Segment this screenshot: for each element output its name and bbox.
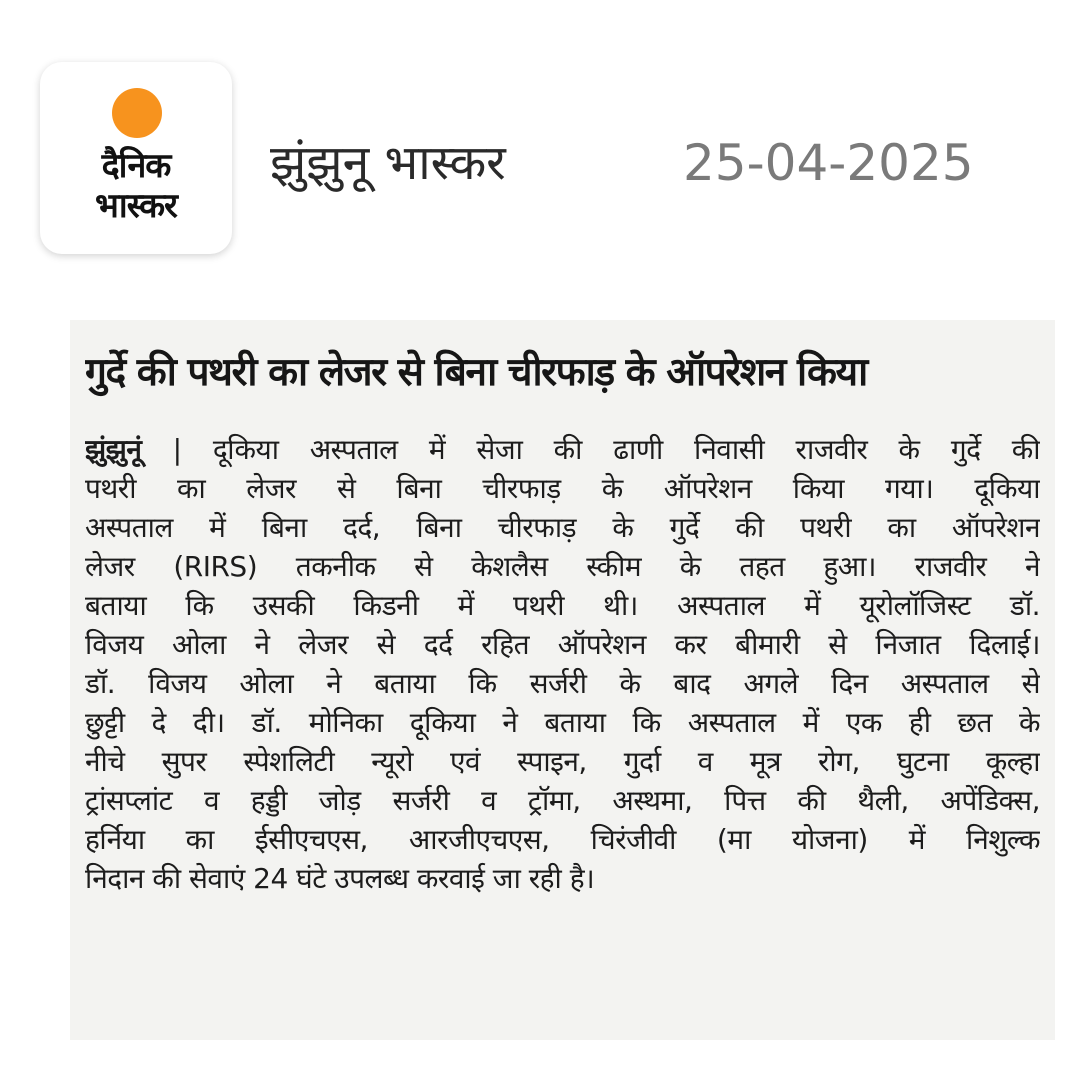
article-line: झुंझुनूं | दूकिया अस्पताल में सेजा की ढाणी निवासी राजवीर के गुर्दे की bbox=[85, 433, 1040, 466]
article-line-text: दूकिया अस्पताल में सेजा की ढाणी निवासी राजवीर के गुर्दे की bbox=[212, 433, 1040, 466]
article-headline: गुर्दे की पथरी का लेजर से बिना चीरफाड़ के ऑपरेशन किया bbox=[85, 350, 867, 395]
article-line: बताया कि उसकी किडनी में पथरी थी। अस्पताल में यूरोलॉजिस्ट डॉ. bbox=[85, 589, 1040, 622]
article-line: लेजर (RIRS) तकनीक से केशलैस स्कीम के तहत हुआ। राजवीर ने bbox=[85, 550, 1040, 583]
newspaper-clipping bbox=[70, 320, 1055, 1040]
article-line: ट्रांसप्लांट व हड्डी जोड़ सर्जरी व ट्रॉमा, अस्थमा, पित्त की थैली, अपेंडिक्स, bbox=[85, 784, 1040, 817]
article-line: छुट्टी दे दी। डॉ. मोनिका दूकिया ने बताया कि अस्पताल में एक ही छत के bbox=[85, 706, 1040, 739]
article-line: नीचे सुपर स्पेशलिटी न्यूरो एवं स्पाइन, गुर्दा व मूत्र रोग, घुटना कूल्हा bbox=[85, 745, 1040, 778]
article-line: पथरी का लेजर से बिना चीरफाड़ के ऑपरेशन किया गया। दूकिया bbox=[85, 472, 1040, 505]
sun-icon bbox=[112, 88, 162, 138]
edition-title: झुंझुनू भास्कर bbox=[270, 135, 506, 191]
article-dateline: झुंझुनूं bbox=[85, 433, 142, 466]
article-line: विजय ओला ने लेजर से दर्द रहित ऑपरेशन कर बीमारी से निजात दिलाई। bbox=[85, 628, 1040, 661]
logo-text-line1: दैनिक bbox=[101, 146, 171, 186]
article-line: अस्पताल में बिना दर्द, बिना चीरफाड़ के गुर्दे की पथरी का ऑपरेशन bbox=[85, 511, 1040, 544]
edition-date: 25-04-2025 bbox=[683, 134, 974, 192]
article-line: निदान की सेवाएं 24 घंटे उपलब्ध करवाई जा रही है। bbox=[85, 862, 595, 895]
article-line: डॉ. विजय ओला ने बताया कि सर्जरी के बाद अगले दिन अस्पताल से bbox=[85, 667, 1040, 700]
article-body bbox=[85, 430, 1040, 898]
logo-text-line2: भास्कर bbox=[95, 186, 177, 226]
dainik-bhaskar-logo bbox=[40, 62, 232, 254]
article-line: हर्निया का ईसीएचएस, आरजीएचएस, चिरंजीवी (मा योजना) में निशुल्क bbox=[85, 823, 1040, 856]
